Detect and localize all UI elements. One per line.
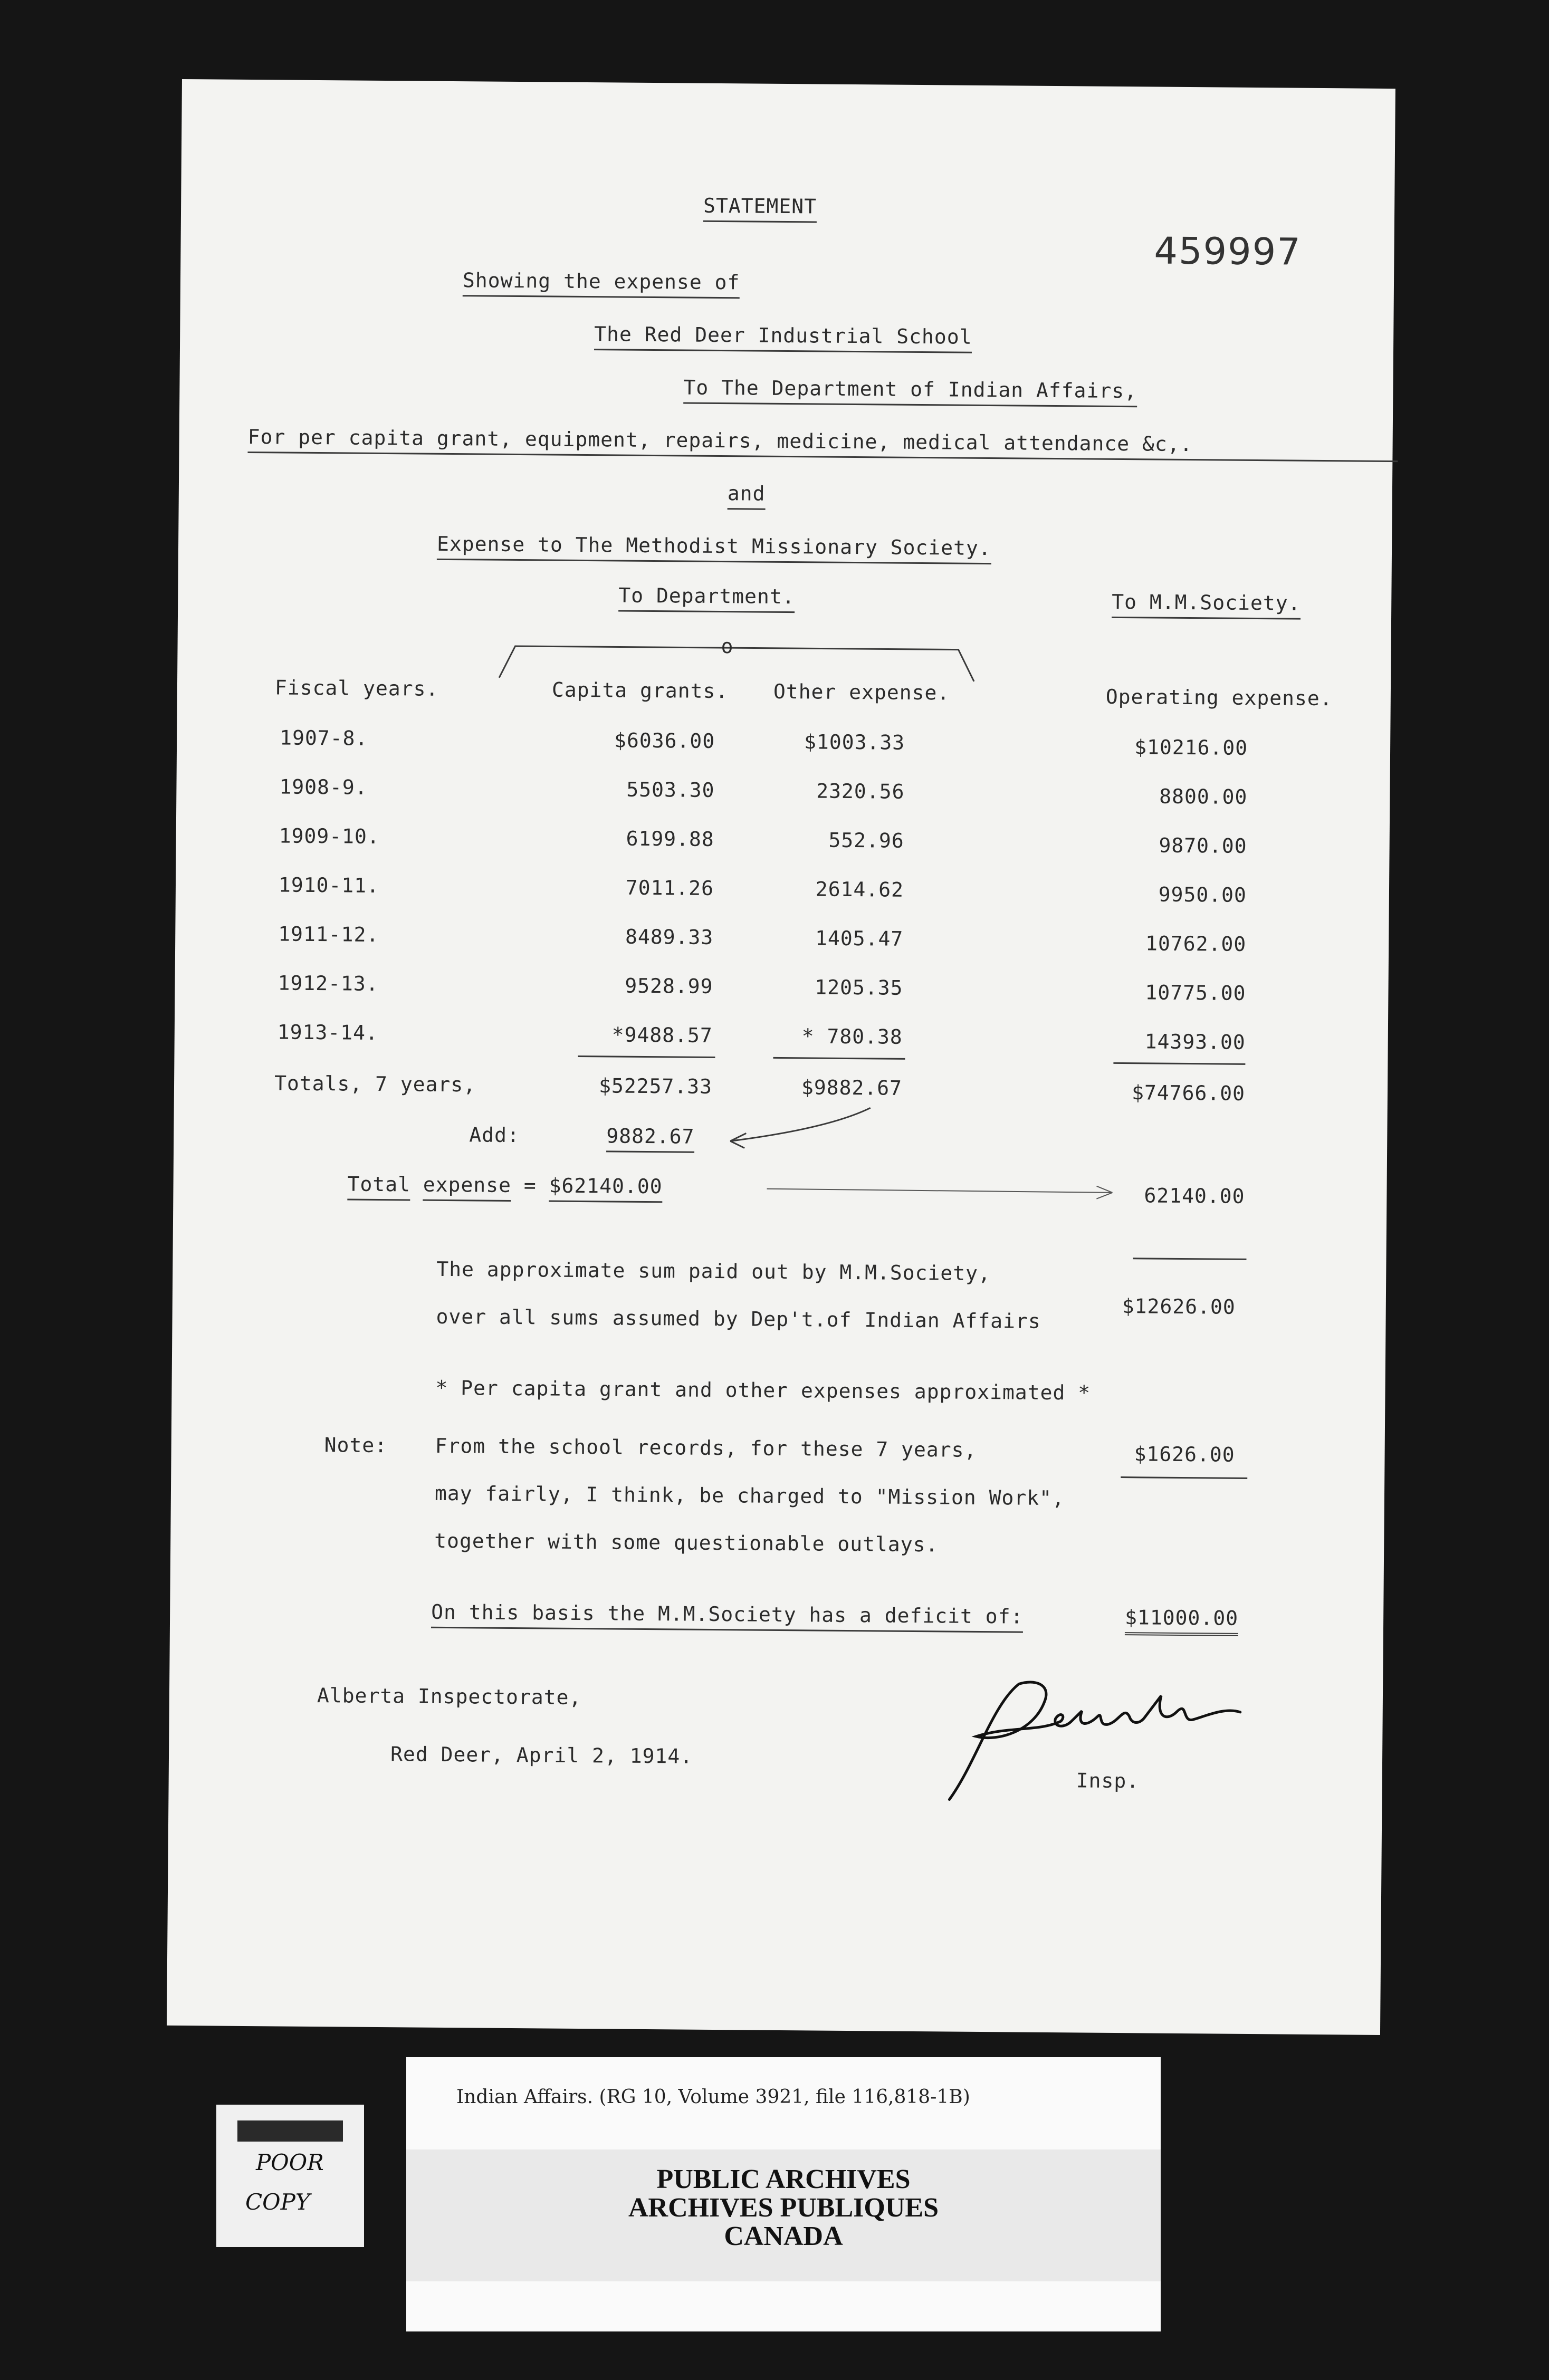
- heading-line-1: Showing the expense of: [463, 268, 740, 299]
- row-year: 1913-14.: [277, 1020, 379, 1044]
- poor-copy-line-2: COPY: [245, 2189, 310, 2215]
- row-other: $1003.33: [804, 730, 905, 754]
- archive-label: [406, 2057, 1161, 2331]
- row-operating: 10775.00: [1145, 981, 1246, 1005]
- heading-line-6: Expense to The Methodist Missionary Society.: [437, 532, 991, 564]
- row-year: 1908-9.: [279, 775, 368, 799]
- total-expense-row: [347, 1173, 662, 1198]
- note-value: $1626.00: [1134, 1442, 1235, 1466]
- approx-line-1: The approximate sum paid out by M.M.Society,: [436, 1257, 991, 1285]
- bracket-circle: o: [721, 635, 734, 658]
- heading-line-5: and: [728, 482, 766, 510]
- approx-value: $12626.00: [1122, 1294, 1236, 1319]
- add-value: 9882.67: [606, 1124, 695, 1153]
- note-line-3: together with some questionable outlays.: [434, 1529, 939, 1557]
- total-eq: =: [523, 1174, 537, 1197]
- note-line-1: From the school records, for these 7 years,: [435, 1434, 977, 1462]
- row-year: 1909-10.: [279, 824, 380, 848]
- rule-operating: [1113, 1062, 1245, 1065]
- row-year: 1911-12.: [278, 922, 379, 946]
- total-label-a: Total: [347, 1173, 410, 1201]
- group-department: To Department.: [618, 584, 795, 613]
- heading-line-3: To The Department of Indian Affairs,: [683, 376, 1137, 407]
- place-line-1: Alberta Inspectorate,: [317, 1684, 582, 1710]
- place-line-2: Red Deer, April 2, 1914.: [390, 1742, 693, 1768]
- add-arrow: [722, 1101, 881, 1155]
- stamp-line-1: PUBLIC ARCHIVES: [656, 2164, 911, 2194]
- row-operating: 14393.00: [1144, 1030, 1246, 1054]
- row-year: 1907-8.: [280, 726, 368, 750]
- row-operating: 9950.00: [1158, 882, 1247, 907]
- row-capita: 7011.26: [625, 876, 714, 900]
- row-capita: 6199.88: [626, 827, 714, 851]
- row-year: 1912-13.: [278, 971, 379, 995]
- row-other: * 780.38: [801, 1024, 903, 1049]
- heading-line-4: For per capita grant, equipment, repairs, medicine, medical attendance &c,.: [247, 425, 1398, 462]
- signature-title: Insp.: [1076, 1769, 1140, 1793]
- total-label-b: expense: [423, 1173, 512, 1202]
- row-other: 552.96: [828, 828, 904, 852]
- heading-line-2: The Red Deer Industrial School: [594, 322, 972, 353]
- totals-other: $9882.67: [801, 1076, 903, 1100]
- col-fiscal-years: Fiscal years.: [274, 676, 439, 700]
- row-operating: 9870.00: [1159, 833, 1247, 858]
- rule-carried: [1133, 1258, 1246, 1260]
- rule-capita: [578, 1055, 715, 1058]
- add-label: Add:: [469, 1123, 520, 1147]
- carry-arrow: [764, 1178, 1123, 1202]
- rule-other: [773, 1057, 905, 1060]
- redaction-mark: [237, 2120, 343, 2142]
- archive-citation: Indian Affairs. (RG 10, Volume 3921, file 116,818-1B): [456, 2086, 970, 2108]
- document-number: 459997: [1154, 229, 1302, 274]
- total-carried: 62140.00: [1144, 1184, 1245, 1208]
- row-other: 2320.56: [816, 779, 905, 803]
- note-line-2: may fairly, I think, be charged to "Mission Work",: [434, 1481, 1065, 1510]
- row-operating: 10762.00: [1145, 932, 1247, 956]
- poor-copy-line-1: POOR: [256, 2149, 324, 2175]
- col-capita-grants: Capita grants.: [551, 678, 729, 703]
- statement-title: STATEMENT: [703, 194, 817, 223]
- approx-line-2: over all sums assumed by Dep't.of Indian Affairs: [436, 1304, 1041, 1333]
- group-society: To M.M.Society.: [1112, 590, 1301, 620]
- row-year: 1910-11.: [278, 873, 380, 897]
- row-capita: 9528.99: [625, 974, 713, 998]
- col-operating-expense: Operating expense.: [1105, 685, 1333, 711]
- row-other: 1205.35: [815, 975, 903, 1000]
- poor-copy-tag: [216, 2105, 364, 2247]
- row-capita: *9488.57: [611, 1023, 713, 1047]
- footnote: * Per capita grant and other expenses approximated *: [435, 1376, 1091, 1405]
- document-page: [167, 79, 1395, 2035]
- stamp-line-2: ARCHIVES PUBLIQUES: [628, 2193, 939, 2223]
- totals-capita: $52257.33: [598, 1074, 713, 1098]
- row-capita: 8489.33: [625, 925, 714, 949]
- row-capita: $6036.00: [614, 728, 715, 753]
- row-capita: 5503.30: [626, 778, 715, 802]
- col-other-expense: Other expense.: [773, 679, 950, 705]
- deficit-text: On this basis the M.M.Society has a deficit of:: [431, 1600, 1024, 1633]
- row-operating: 8800.00: [1159, 784, 1248, 809]
- note-label: Note:: [324, 1433, 388, 1457]
- totals-label: Totals, 7 years,: [274, 1071, 476, 1097]
- deficit-value: $11000.00: [1125, 1606, 1238, 1636]
- archive-stamp: [406, 2149, 1161, 2281]
- totals-operating: $74766.00: [1131, 1081, 1246, 1105]
- row-operating: $10216.00: [1134, 735, 1248, 760]
- row-other: 1405.47: [815, 926, 904, 951]
- row-other: 2614.62: [815, 877, 904, 901]
- rule-note: [1121, 1476, 1247, 1479]
- stamp-line-3: CANADA: [724, 2221, 843, 2251]
- total-value: $62140.00: [549, 1174, 662, 1203]
